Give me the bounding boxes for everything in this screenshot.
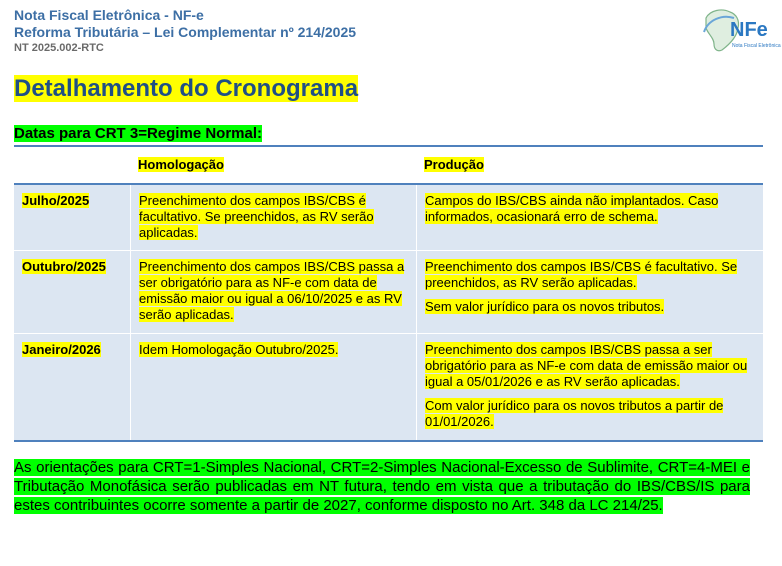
logo-text: NFe: [730, 19, 768, 41]
document-header: [14, 7, 356, 55]
producao-cell: Preenchimento dos campos IBS/CBS passa a ser obrigatório para as NF-e com data de emissão maior ou igual a 05/01/2026 e as RV serão aplicadas. Com valor jurídico para os novos tributos a partir de 01/01/2026.: [416, 334, 763, 440]
section-title: Datas para CRT 3=Regime Normal:: [14, 125, 262, 142]
schedule-table: [14, 145, 763, 442]
producao-cell: Preenchimento dos campos IBS/CBS é facultativo. Se preenchidos, as RV serão aplicadas. Sem valor jurídico para os novos tributos.: [416, 251, 763, 333]
nfe-logo: [700, 6, 781, 54]
page-title: Detalhamento do Cronograma: [14, 75, 359, 102]
logo-subtext: Nota Fiscal Eletrônica: [732, 43, 781, 49]
table-header-cell: Homologação: [138, 157, 224, 172]
period-cell: Outubro/2025: [22, 259, 106, 274]
table-header-cell: Produção: [424, 157, 484, 172]
footer-paragraph: As orientações para CRT=1-Simples Nacional, CRT=2-Simples Nacional-Excesso de Sublimite, CRT=4-MEI e Tributação Monofásica serão publicadas em NT futura, tendo em vista que a tributação do IBS/CBS/IS para estes contribuintes ocorre somente a partir de 2027, conforme disposto no Art. 348 da LC 214/25.: [14, 459, 750, 514]
homologacao-cell: Preenchimento dos campos IBS/CBS passa a ser obrigatório para as NF-e com data de emissão maior ou igual a 06/10/2025 e as RV serão aplicadas.: [130, 251, 416, 333]
homologacao-cell: Preenchimento dos campos IBS/CBS é facultativo. Se preenchidos, as RV serão aplicadas.: [130, 185, 416, 250]
table-header-row: [14, 147, 763, 183]
period-cell: Julho/2025: [22, 193, 90, 208]
header-line-2: Reforma Tributária – Lei Complementar nº 214/2025: [14, 24, 357, 40]
period-cell: Janeiro/2026: [22, 342, 101, 357]
header-line-3: NT 2025.002-RTC: [14, 42, 104, 54]
producao-cell: Campos do IBS/CBS ainda não implantados. Caso informados, ocasionará erro de schema.: [416, 185, 763, 250]
homologacao-cell: Idem Homologação Outubro/2025.: [130, 334, 416, 440]
table-row: [14, 183, 763, 250]
table-header-cell: [14, 147, 130, 183]
header-line-1: Nota Fiscal Eletrônica - NF-e: [14, 7, 204, 23]
table-row: [14, 333, 763, 440]
table-row: [14, 250, 763, 333]
